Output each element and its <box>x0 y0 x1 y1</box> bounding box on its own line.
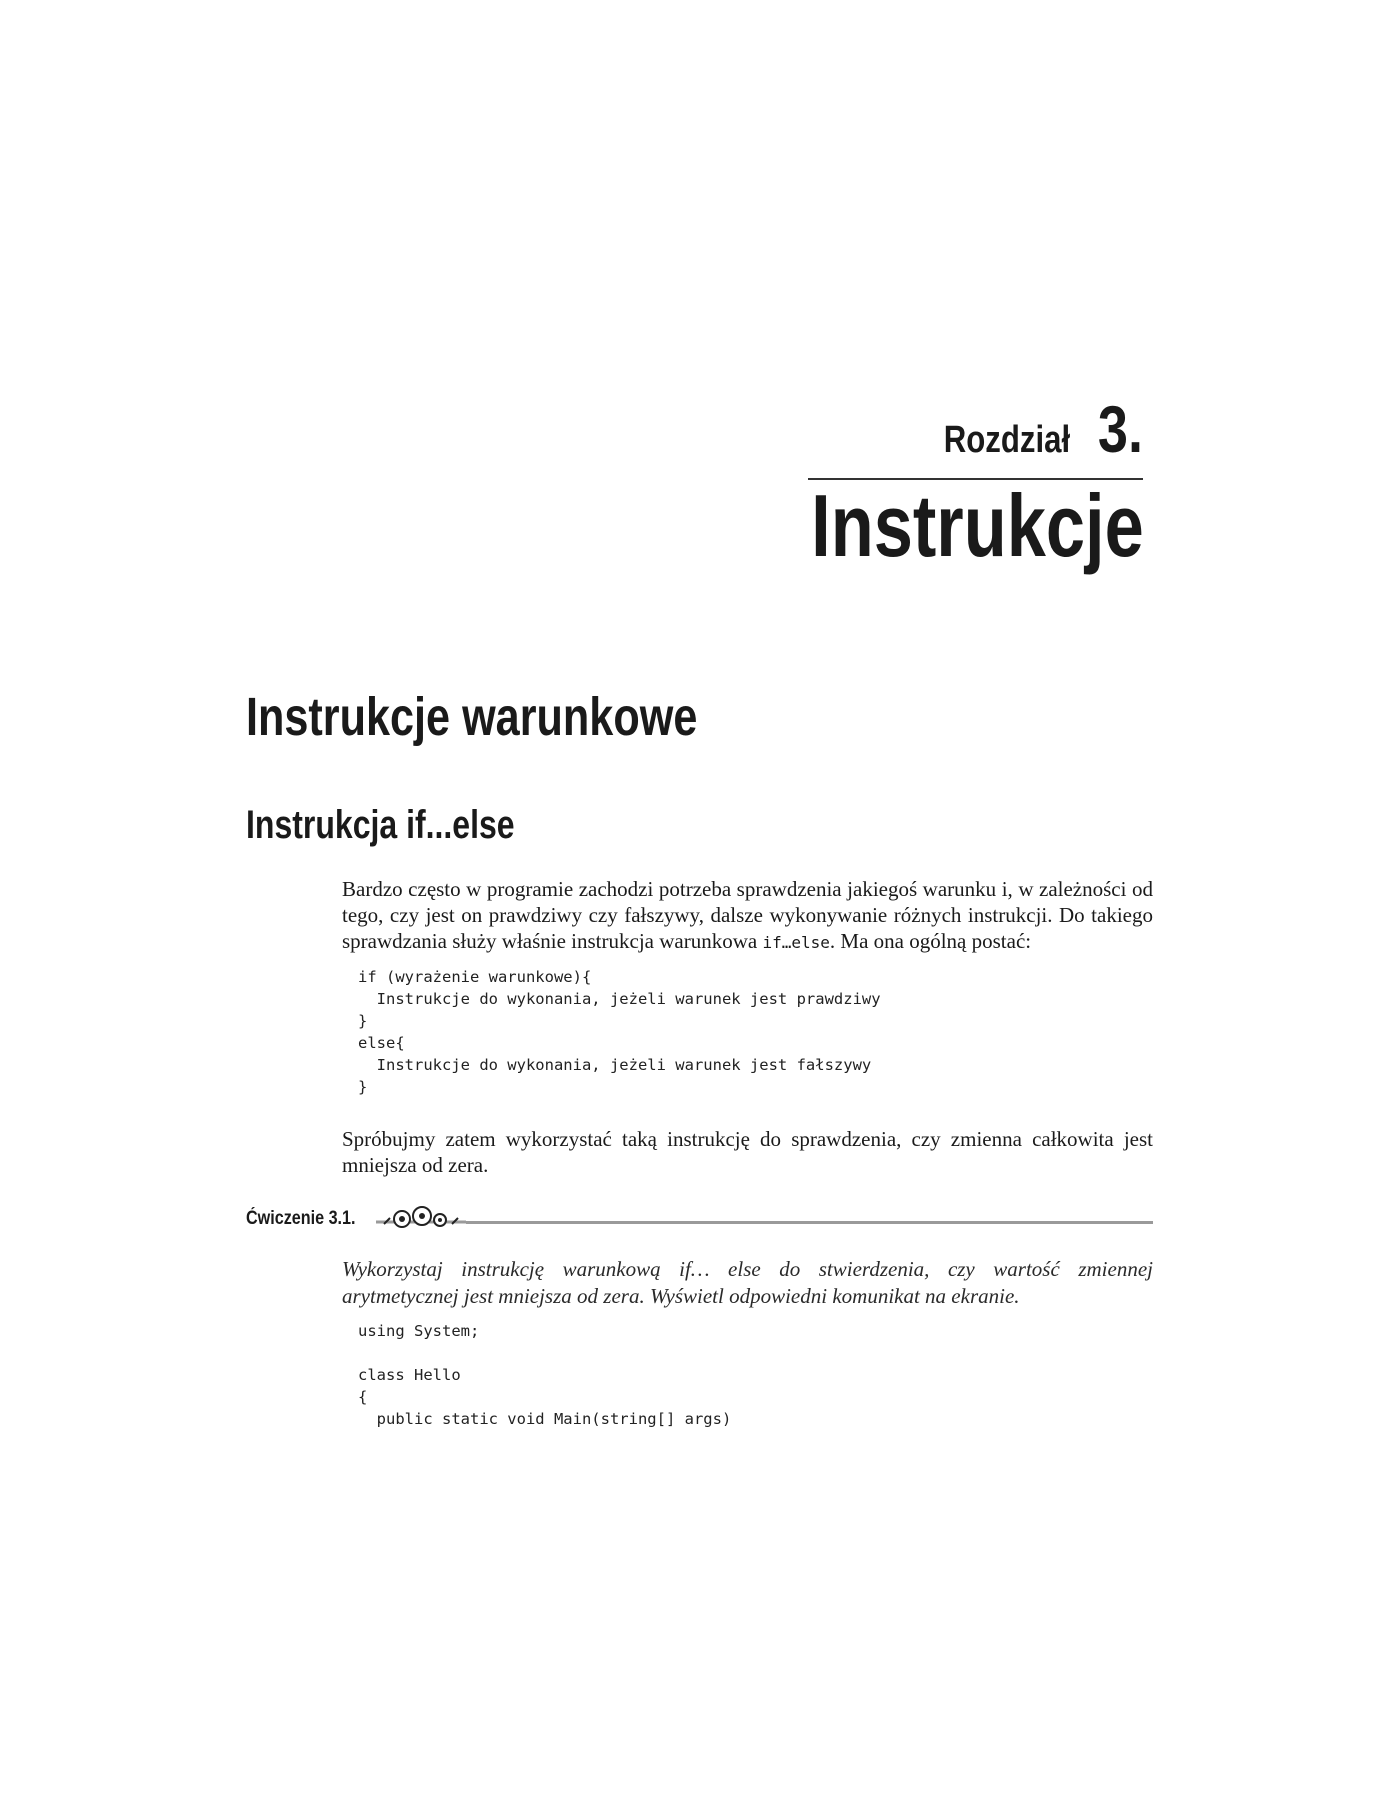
paragraph-intro <box>342 876 1153 956</box>
section-heading: Instrukcje warunkowe <box>246 687 698 747</box>
chapter-word: Rozdział <box>943 419 1070 461</box>
gears-icon <box>376 1206 466 1230</box>
inline-code: if…else <box>762 933 830 952</box>
paragraph-try: Spróbujmy zatem wykorzystać taką instrukcję do sprawdzenia, czy zmienna całkowita jest mniejsza od zera. <box>342 1127 1153 1177</box>
chapter-number: 3. <box>1097 392 1143 466</box>
subsection-heading: Instrukcja if...else <box>246 803 515 847</box>
code-block-example: using System; class Hello { public static void Main(string[] args) <box>358 1322 732 1428</box>
exercise-label: Ćwiczenie 3.1. <box>246 1208 356 1229</box>
paragraph-intro-text-after: . Ma ona ogólną postać: <box>829 929 1032 953</box>
exercise-divider <box>466 1221 1153 1224</box>
code-block-syntax: if (wyrażenie warunkowe){ Instrukcje do wykonania, jeżeli warunek jest prawdziwy } else{ Instrukcje do wykonania, jeżeli warunek jest fałszywy } <box>358 968 881 1096</box>
chapter-title: Instrukcje <box>811 476 1144 575</box>
paragraph-intro-text-before: Bardzo często w programie zachodzi potrzeba sprawdzenia jakiegoś warunku i, w zależności od tego, czy jest on prawdziwy czy fałszywy, dalsze wykonywanie różnych instrukcji. Do takiego sprawdzania służy właśnie instrukcja warunkowa <box>342 877 1153 953</box>
exercise-text: Wykorzystaj instrukcję warunkową if… else do stwierdzenia, czy wartość zmiennej arytmetycznej jest mniejsza od zera. Wyświetl odpowiedni komunikat na ekranie. <box>342 1257 1153 1308</box>
chapter-label <box>916 392 1143 466</box>
